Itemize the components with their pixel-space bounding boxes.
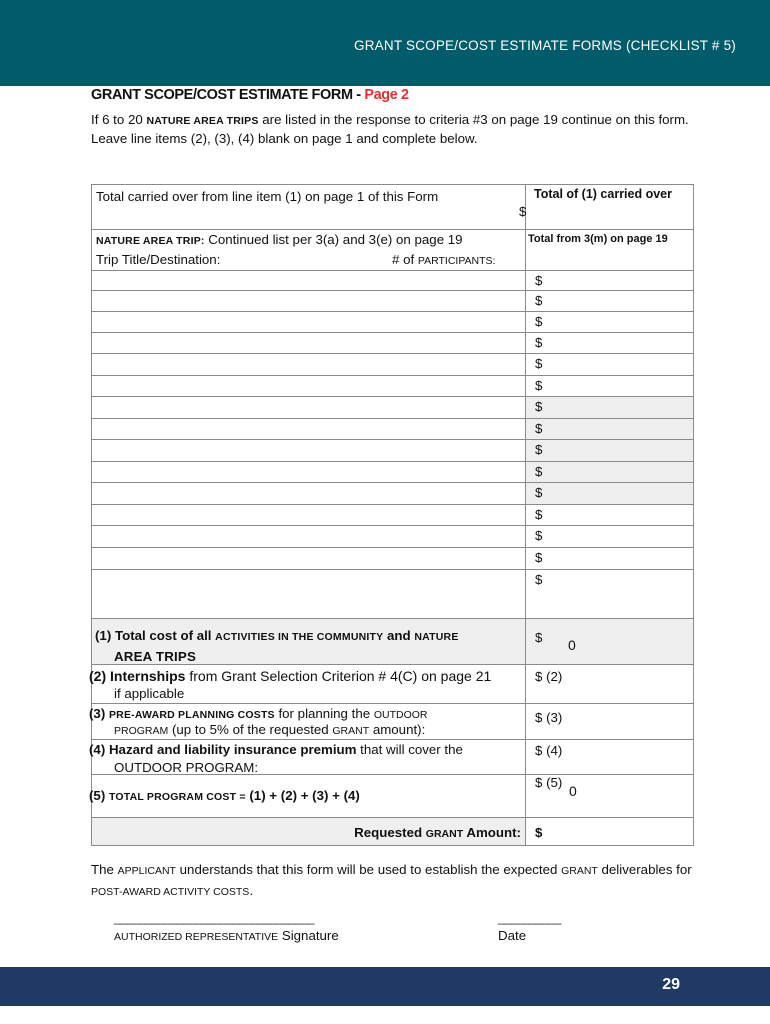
trip-row-dollar: $ (535, 442, 543, 457)
trip-header-cell: NATURE AREA TRIP: Continued list per 3(a) and 3(e) on page 19 Trip Title/Destination: # of PARTICIPANTS: (91, 229, 525, 270)
page-header-band (0, 0, 770, 86)
trip-row-amount-cell[interactable] (525, 353, 694, 375)
intro-paragraph: If 6 to 20 NATURE AREA TRIPS are listed in the response to criteria #3 on page 19 continue on this form. Leave line items (2), (3), (4) blank on page 1 and complete below. (91, 112, 689, 146)
trip-row-title-cell[interactable] (91, 353, 525, 375)
trip-row-dollar: $ (535, 464, 543, 479)
header-title: GRANT SCOPE/COST ESTIMATE FORMS (CHECKLIST # 5) (354, 38, 736, 53)
trip-row-amount-cell[interactable] (525, 569, 694, 618)
acknowledgement-paragraph: The APPLICANT understands that this form will be used to establish the expected GRANT deliverables for POST-AWARD ACTIVITY COSTS. (91, 862, 692, 898)
trip-row-amount-cell[interactable] (525, 461, 694, 482)
date-label: Date (498, 928, 527, 943)
line-3-amount-cell[interactable]: $ (3) (525, 703, 694, 739)
trip-row-title-cell[interactable] (91, 525, 525, 547)
line-4-label-cell: (4) Hazard and liability insurance premium that will cover the OUTDOOR PROGRAM: (91, 739, 525, 774)
trip-row-dollar: $ (535, 335, 543, 350)
page-number: 29 (662, 976, 680, 993)
trip-row-title-cell[interactable] (91, 311, 525, 332)
trip-row-amount-cell[interactable] (525, 332, 694, 353)
form-title: GRANT SCOPE/COST ESTIMATE FORM - Page 2 (91, 87, 409, 103)
line-1-value: 0 (568, 637, 576, 653)
page-footer-band (0, 967, 770, 1006)
trip-row-amount-cell[interactable] (525, 290, 694, 311)
trip-row-dollar: $ (535, 273, 543, 288)
trip-row-amount-cell[interactable] (525, 504, 694, 525)
trip-row-title-cell[interactable] (91, 396, 525, 418)
trip-row-title-cell[interactable] (91, 290, 525, 311)
cost-estimate-table (91, 184, 694, 846)
trip-row-amount-cell[interactable] (525, 396, 694, 418)
trip-row-dollar: $ (535, 378, 543, 393)
trip-row-amount-cell[interactable] (525, 375, 694, 396)
trip-row-amount-cell[interactable] (525, 525, 694, 547)
requested-label-cell: Requested GRANT Amount: (91, 817, 525, 846)
line-1-label-cell: (1) Total cost of all ACTIVITIES IN THE COMMUNITY and NATURE AREA TRIPS (91, 618, 525, 664)
signature-label: AUTHORIZED REPRESENTATIVE Signature (114, 928, 339, 943)
trip-row-amount-cell[interactable] (525, 439, 694, 461)
trip-row-title-cell[interactable] (91, 461, 525, 482)
trip-row-amount-cell[interactable] (525, 270, 694, 290)
trip-row-dollar: $ (535, 293, 543, 308)
trip-row-title-cell[interactable] (91, 270, 525, 290)
trip-row-dollar: $ (535, 356, 543, 371)
trip-row-dollar: $ (535, 485, 543, 500)
carried-over-amount-cell[interactable]: Total of (1) carried over $ (525, 184, 694, 229)
trip-row-dollar: $ (535, 399, 543, 414)
date-line[interactable]: __________ (498, 910, 561, 925)
trip-row-title-cell[interactable] (91, 332, 525, 353)
trip-row-title-cell[interactable] (91, 569, 525, 618)
line-4-amount-cell[interactable]: $ (4) (525, 739, 694, 774)
line-5-amount-cell[interactable]: $ (5) 0 (525, 774, 694, 817)
trip-row-dollar: $ (535, 314, 543, 329)
line-1-amount-cell[interactable]: $ 0 (525, 618, 694, 664)
page-indicator: Page 2 (364, 87, 409, 103)
trip-row-title-cell[interactable] (91, 418, 525, 439)
trip-row-dollar: $ (535, 421, 543, 436)
trip-row-amount-cell[interactable] (525, 418, 694, 439)
trip-row-amount-cell[interactable] (525, 311, 694, 332)
trip-row-dollar: $ (535, 550, 543, 565)
trip-total-header-cell: Total from 3(m) on page 19 (525, 229, 694, 270)
trip-row-title-cell[interactable] (91, 482, 525, 504)
trip-row-dollar: $ (535, 507, 543, 522)
trip-row-dollar: $ (535, 528, 543, 543)
trip-row-title-cell[interactable] (91, 504, 525, 525)
trip-row-title-cell[interactable] (91, 547, 525, 569)
line-5-label-cell: (5) TOTAL PROGRAM COST = (1) + (2) + (3) + (4) (91, 774, 525, 817)
line-3-label-cell: (3) PRE-AWARD PLANNING COSTS for planning the OUTDOOR PROGRAM (up to 5% of the requested GRANT amount): (91, 703, 525, 739)
trip-row-dollar: $ (535, 572, 543, 587)
line-5-value: 0 (569, 783, 577, 799)
trip-row-title-cell[interactable] (91, 375, 525, 396)
line-2-label-cell: (2) Internships from Grant Selection Criterion # 4(C) on page 21 if applicable (91, 664, 525, 703)
signature-line[interactable]: ________________________________ (114, 910, 314, 925)
requested-amount-cell[interactable]: $ (525, 817, 694, 846)
carried-over-label-cell: Total carried over from line item (1) on page 1 of this Form (91, 184, 525, 229)
trip-row-amount-cell[interactable] (525, 482, 694, 504)
trip-row-title-cell[interactable] (91, 439, 525, 461)
line-2-amount-cell[interactable]: $ (2) (525, 664, 694, 703)
trip-row-amount-cell[interactable] (525, 547, 694, 569)
